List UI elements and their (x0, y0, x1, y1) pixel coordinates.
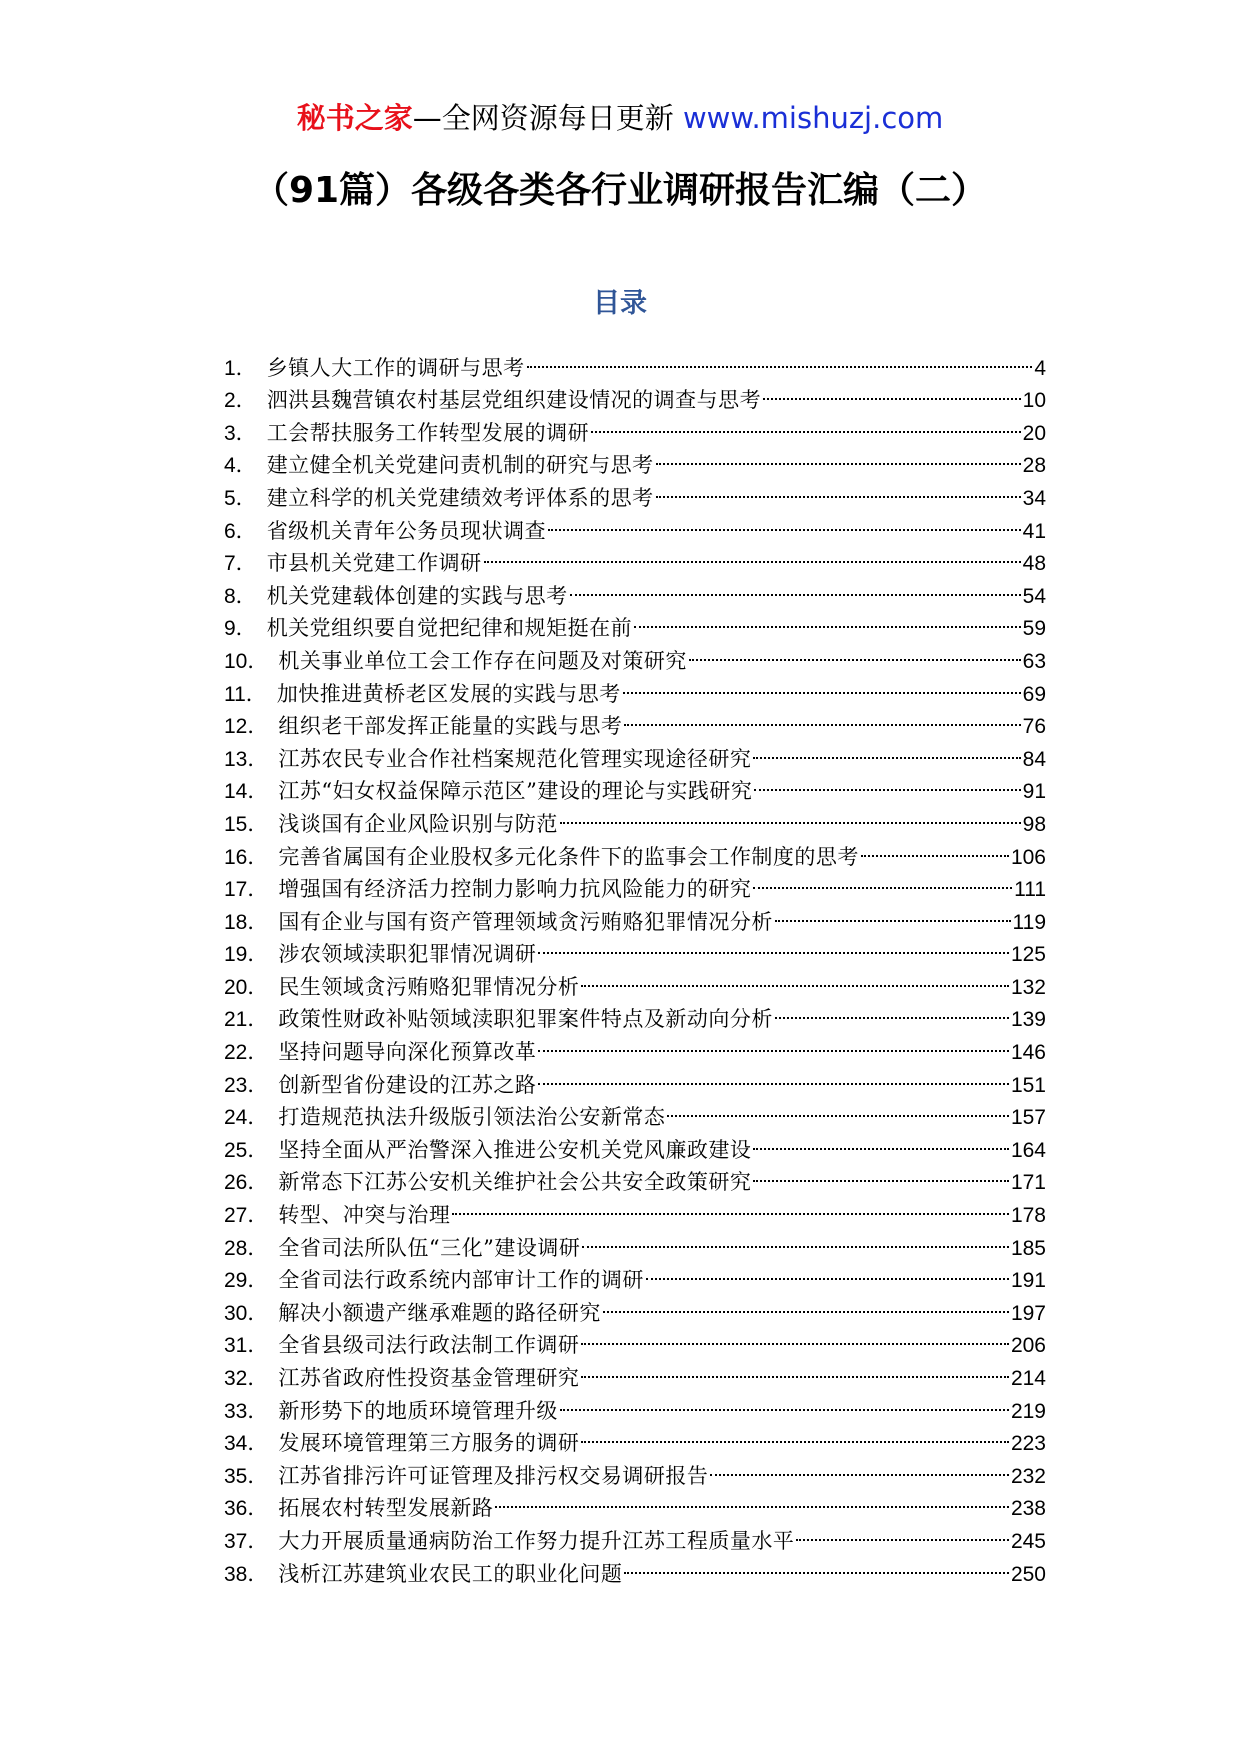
toc-entry-page-number[interactable]: 63 (1022, 649, 1046, 673)
toc-entry-number: 32． (224, 1367, 269, 1390)
toc-dot-leader (525, 342, 1035, 375)
toc-entry-page-number[interactable]: 41 (1022, 519, 1046, 543)
toc-entry-number: 18． (224, 910, 269, 934)
toc-entry-title[interactable]: 浅析江苏建筑业农民工的职业化问题 (278, 1561, 623, 1586)
toc-dot-leader (622, 1548, 1011, 1581)
toc-entry-page-number[interactable]: 111 (1014, 878, 1046, 902)
toc-entry-title[interactable]: 国有企业与国有资产管理领域贪污贿赂犯罪情况分析 (278, 909, 773, 934)
toc-entry-page-number[interactable]: 178 (1010, 1204, 1046, 1228)
toc-entry-title[interactable]: 拓展农村转型发展新路 (278, 1496, 494, 1521)
toc-dot-leader (536, 929, 1011, 962)
toc-entry-number: 10． (224, 649, 269, 673)
toc-entry-number: 36． (224, 1497, 269, 1521)
toc-entry-number: 1． (224, 356, 257, 380)
toc-entry-title[interactable]: 新形势下的地质环境管理升级 (278, 1398, 558, 1423)
toc-entry-page-number[interactable]: 238 (1010, 1497, 1046, 1521)
toc-dot-leader (579, 1352, 1011, 1385)
toc-entry-title[interactable]: 涉农领域渎职犯罪情况调研 (278, 942, 537, 967)
toc-entry-title[interactable]: 坚持问题导向深化预算改革 (278, 1040, 537, 1065)
toc-entry-title[interactable]: 机关事业单位工会工作存在问题及对策研究 (278, 648, 687, 673)
toc-entry-page-number[interactable]: 106 (1010, 845, 1046, 869)
toc-entry-title[interactable]: 江苏农民专业合作社档案规范化管理实现途径研究 (278, 746, 752, 771)
toc-dot-leader (752, 766, 1022, 799)
toc-entry-number: 33． (224, 1399, 269, 1423)
toc-entry-page-number[interactable]: 119 (1012, 910, 1046, 934)
toc-entry-page-number[interactable]: 98 (1022, 812, 1046, 836)
site-link[interactable]: www.mishuzj.com (682, 101, 944, 135)
toc-entry-page-number[interactable]: 54 (1022, 584, 1046, 608)
toc-entry-title[interactable]: 新常态下江苏公安机关维护社会公共安全政策研究 (278, 1170, 752, 1195)
toc-entry-number: 21． (224, 1008, 269, 1032)
toc-entry-title[interactable]: 全省司法所队伍“三化”建设调研 (278, 1235, 581, 1260)
toc-entry-page-number[interactable]: 214 (1010, 1367, 1046, 1390)
toc-dot-leader (601, 1287, 1011, 1320)
toc-entry-title[interactable]: 解决小额遗产继承难题的路径研究 (278, 1300, 601, 1325)
toc-entry-title[interactable]: 发展环境管理第三方服务的调研 (278, 1431, 580, 1456)
toc-entry-number: 9． (224, 617, 257, 641)
site-banner (0, 98, 1240, 138)
toc-entry-number: 13． (224, 747, 269, 771)
toc-dot-leader (859, 831, 1011, 864)
toc-entry[interactable] (224, 342, 1046, 380)
toc-entry-title[interactable]: 创新型省份建设的江苏之路 (278, 1072, 537, 1097)
toc-dot-leader (665, 1092, 1011, 1125)
toc-entry-page-number[interactable]: 151 (1010, 1073, 1046, 1097)
toc-entry-page-number[interactable]: 164 (1010, 1138, 1046, 1162)
toc-dot-leader (579, 1418, 1011, 1451)
toc-entry-number: 3． (224, 421, 257, 445)
toc-entry-number: 24． (224, 1106, 269, 1130)
toc-entry-page-number[interactable]: 146 (1010, 1041, 1046, 1065)
toc-dot-leader (751, 1124, 1011, 1157)
toc-entry-number: 15． (224, 812, 269, 836)
banner-tagline: —全网资源每日更新 (412, 101, 683, 135)
toc-entry-page-number[interactable]: 76 (1022, 715, 1046, 739)
toc-entry-page-number[interactable]: 84 (1022, 747, 1046, 771)
toc-entry-title[interactable]: 建立科学的机关党建绩效考评体系的思考 (266, 485, 654, 510)
toc-entry-title[interactable]: 增强国有经济活力控制力影响力抗风险能力的研究 (278, 877, 752, 902)
toc-entry-title[interactable]: 加快推进黄桥老区发展的实践与思考 (276, 681, 621, 706)
toc-dot-leader (558, 1385, 1011, 1418)
toc-dot-leader (632, 603, 1022, 636)
toc-entry-number: 23． (224, 1073, 269, 1097)
toc-entry-page-number[interactable]: 185 (1010, 1236, 1046, 1260)
toc-entry-page-number[interactable]: 34 (1022, 486, 1046, 510)
toc-entry-page-number[interactable]: 132 (1010, 975, 1046, 999)
toc-entry-number: 34． (224, 1432, 269, 1456)
toc-entry-page-number[interactable]: 157 (1010, 1106, 1046, 1130)
toc-dot-leader (482, 538, 1023, 571)
toc-entry-title[interactable]: 全省县级司法行政法制工作调研 (278, 1333, 580, 1358)
toc-entry-title[interactable]: 机关党组织要自觉把纪律和规矩挺在前 (266, 616, 633, 641)
toc-entry-number: 4． (224, 454, 257, 478)
toc-entry-title[interactable]: 工会帮扶服务工作转型发展的调研 (266, 420, 590, 445)
toc-entry-title[interactable]: 江苏“妇女权益保障示范区”建设的理论与实践研究 (278, 779, 753, 804)
toc-entry-number: 12． (224, 715, 269, 739)
toc-entry-number: 5． (224, 486, 257, 510)
toc-entry-title[interactable]: 打造规范执法升级版引领法治公安新常态 (278, 1105, 666, 1130)
toc-entry-page-number[interactable]: 139 (1010, 1008, 1046, 1032)
toc-entry-number: 25． (224, 1138, 269, 1162)
toc-entry-title[interactable]: 完善省属国有企业股权多元化条件下的监事会工作制度的思考 (278, 844, 859, 869)
toc-dot-leader (579, 961, 1011, 994)
toc-entry-page-number[interactable]: 20 (1022, 421, 1046, 445)
toc-entry-number: 19． (224, 943, 269, 967)
toc-entry-page-number[interactable]: 197 (1010, 1301, 1046, 1325)
toc-entry-page-number[interactable]: 250 (1010, 1562, 1046, 1586)
toc-entry-number: 29． (224, 1269, 269, 1293)
toc-entry-title[interactable]: 全省司法行政系统内部审计工作的调研 (278, 1268, 644, 1293)
toc-entry-title[interactable]: 机关党建载体创建的实践与思考 (266, 583, 568, 608)
toc-entry-number: 35． (224, 1464, 269, 1488)
toc-dot-leader (579, 1320, 1011, 1353)
toc-entry-number: 14． (224, 780, 269, 804)
toc-entry-page-number[interactable]: 223 (1010, 1432, 1046, 1456)
toc-dot-leader (654, 472, 1023, 505)
toc-entry-page-number[interactable]: 48 (1022, 552, 1046, 576)
toc-entry-number: 16． (224, 845, 269, 869)
toc-entry-number: 22． (224, 1041, 269, 1065)
toc-entry-page-number[interactable]: 4 (1034, 356, 1046, 380)
toc-entry-title[interactable]: 民生领域贪污贿赂犯罪情况分析 (278, 974, 580, 999)
toc-dot-leader (493, 1483, 1011, 1516)
toc-entry-number: 37． (224, 1529, 269, 1553)
toc-entry-title[interactable]: 建立健全机关党建问责机制的研究与思考 (266, 453, 654, 478)
toc-entry-page-number[interactable]: 219 (1010, 1399, 1046, 1423)
toc-dot-leader (751, 733, 1022, 766)
toc-entry-page-number[interactable]: 10 (1022, 389, 1046, 413)
toc-dot-leader (622, 701, 1022, 734)
toc-entry-title[interactable]: 坚持全面从严治警深入推进公安机关党风廉政建设 (278, 1137, 752, 1162)
toc-entry-title[interactable]: 江苏省排污许可证管理及排污权交易调研报告 (278, 1463, 709, 1488)
toc-dot-leader (773, 994, 1011, 1027)
toc-entry-title[interactable]: 转型、冲突与治理 (278, 1203, 451, 1228)
toc-entry-title[interactable]: 乡镇人大工作的调研与思考 (266, 355, 525, 380)
toc-entry-page-number[interactable]: 125 (1010, 943, 1046, 967)
toc-entry-page-number[interactable]: 191 (1010, 1269, 1046, 1293)
toc-entry-number: 28． (224, 1236, 269, 1260)
toc-dot-leader (621, 668, 1023, 701)
toc-dot-leader (580, 1222, 1011, 1255)
toc-dot-leader (751, 1157, 1011, 1190)
toc-entry-page-number[interactable]: 91 (1022, 780, 1046, 804)
toc-dot-leader (546, 505, 1022, 538)
brand-name: 秘书之家 (296, 101, 413, 135)
toc-entry-page-number[interactable]: 232 (1010, 1464, 1046, 1488)
toc-dot-leader (450, 1189, 1011, 1222)
toc-entry-number: 27． (224, 1204, 269, 1228)
toc-entry-page-number[interactable]: 206 (1010, 1334, 1046, 1358)
toc-entry-number: 20． (224, 975, 269, 999)
toc-entry-page-number[interactable]: 59 (1022, 617, 1046, 641)
toc-dot-leader (536, 1026, 1011, 1059)
toc-entry-number: 38． (224, 1562, 269, 1586)
document-title: （91篇）各级各类各行业调研报告汇编（二） (252, 170, 988, 211)
toc-dot-leader (794, 1515, 1011, 1548)
toc-entry-title[interactable]: 市县机关党建工作调研 (266, 551, 482, 576)
toc-entry-number: 6． (224, 519, 257, 543)
toc-entry-number: 2． (224, 389, 257, 413)
toc-entry-title[interactable]: 泗洪县魏营镇农村基层党组织建设情况的调查与思考 (266, 388, 762, 413)
toc-entry-title[interactable]: 江苏省政府性投资基金管理研究 (278, 1366, 580, 1390)
toc-entry-title[interactable]: 浅谈国有企业风险识别与防范 (278, 811, 558, 836)
toc-dot-leader (589, 407, 1022, 440)
toc-dot-leader (761, 375, 1022, 408)
toc-entry-number: 31． (224, 1334, 269, 1358)
toc-entry-number: 8． (224, 584, 257, 608)
toc-entry-number: 17． (224, 878, 269, 902)
table-of-contents (224, 342, 1046, 1586)
toc-entry-page-number[interactable]: 171 (1010, 1171, 1046, 1195)
toc-entry-title[interactable]: 大力开展质量通病防治工作努力提升江苏工程质量水平 (278, 1528, 795, 1553)
toc-dot-leader (773, 896, 1013, 929)
toc-dot-leader (558, 798, 1023, 831)
toc-dot-leader (654, 440, 1023, 473)
toc-entry-title[interactable]: 组织老干部发挥正能量的实践与思考 (278, 714, 623, 739)
toc-dot-leader (568, 570, 1023, 603)
toc-dot-leader (751, 864, 1014, 897)
toc-entry-page-number[interactable]: 245 (1010, 1529, 1046, 1553)
toc-entry-number: 11． (224, 682, 267, 706)
toc-entry-page-number[interactable]: 28 (1022, 454, 1046, 478)
toc-entry-number: 26． (224, 1171, 269, 1195)
toc-entry-title[interactable]: 省级机关青年公务员现状调查 (266, 518, 547, 543)
toc-dot-leader (536, 1059, 1011, 1092)
toc-entry-number: 7． (224, 552, 257, 576)
toc-heading[interactable]: 目录 (593, 288, 647, 319)
toc-entry-title[interactable]: 政策性财政补贴领域渎职犯罪案件特点及新动向分析 (278, 1007, 773, 1032)
toc-dot-leader (708, 1450, 1011, 1483)
toc-entry-page-number[interactable]: 69 (1022, 682, 1046, 706)
toc-dot-leader (687, 635, 1023, 668)
toc-entry-number: 30． (224, 1301, 269, 1325)
toc-dot-leader (644, 1255, 1011, 1288)
